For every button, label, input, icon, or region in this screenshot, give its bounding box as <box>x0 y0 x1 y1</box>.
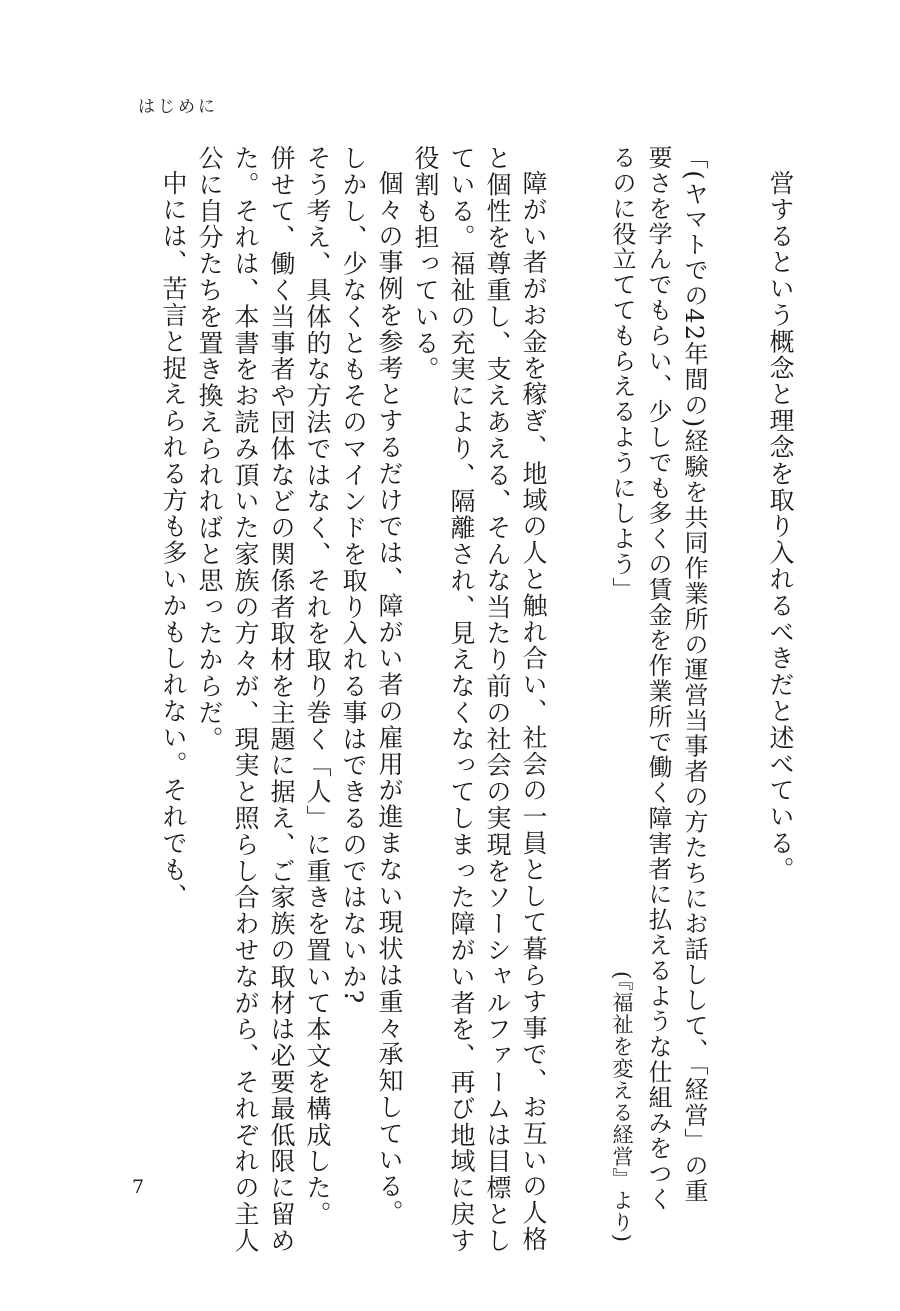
text-line: 公に自分たちを置き換えられればと思ったからだ。 <box>195 145 224 753</box>
quote-line: 要さを学んでもらい、少しでも多くの賃金を作業所で働く障害者に払えるような仕組みをつく <box>644 145 672 1212</box>
text-line: と個性を尊重し、支えあえる、そんな当たり前の社会の実現をソーシャルファームは目標とし <box>483 145 512 1254</box>
text-line: た。それは、本書をお読み頂いた家族の方々が、現実と照らし合わせながら、それぞれの主人 <box>231 145 260 1254</box>
quote-line: るのに役立ててもらえるようにしよう」 <box>608 145 636 603</box>
vertical-text-body <box>0 145 900 1254</box>
text-line: 障がい者がお金を稼ぎ、地域の人と触れ合い、社会の一員として暮らす事で、お互いの人格 <box>519 170 548 1253</box>
text-line: ている。福祉の充実により、隔離され、見えなくなってしまった障がい者を、再び地域に戻す <box>447 145 476 1254</box>
text-line: 営するという概念と理念を取り入れるべきだと述べている。 <box>766 170 795 883</box>
page-number: 7 <box>132 1176 145 1198</box>
text-line: 役割も担っている。 <box>411 145 440 383</box>
text-line: しかし、少なくともそのマインドを取り入れる事はできるのではないか? <box>339 145 368 1005</box>
text-line: そう考え、具体的な方法ではなく、それを取り巻く「人」に重きを置いて本文を構成した。 <box>303 145 332 1228</box>
running-header: はじめに <box>138 97 218 117</box>
quote-line: 「(ヤマトでの42年間の)経験を共同作業所の運営当事者の方たちにお話しして、「経営」の重 <box>680 145 708 1204</box>
text-line: 中には、苦言と捉えられる方も多いかもしれない。それでも、 <box>159 170 188 910</box>
text-line: 併せて、働く当事者や団体などの関係者取材を主題に据え、ご家族の取材は必要最低限に留め <box>267 145 296 1254</box>
quote-attribution: (『福祉を変える経営』より) <box>610 971 634 1243</box>
text-line: 個々の事例を参考とするだけでは、障がい者の雇用が進まない現状は重々承知している。 <box>375 170 404 1226</box>
